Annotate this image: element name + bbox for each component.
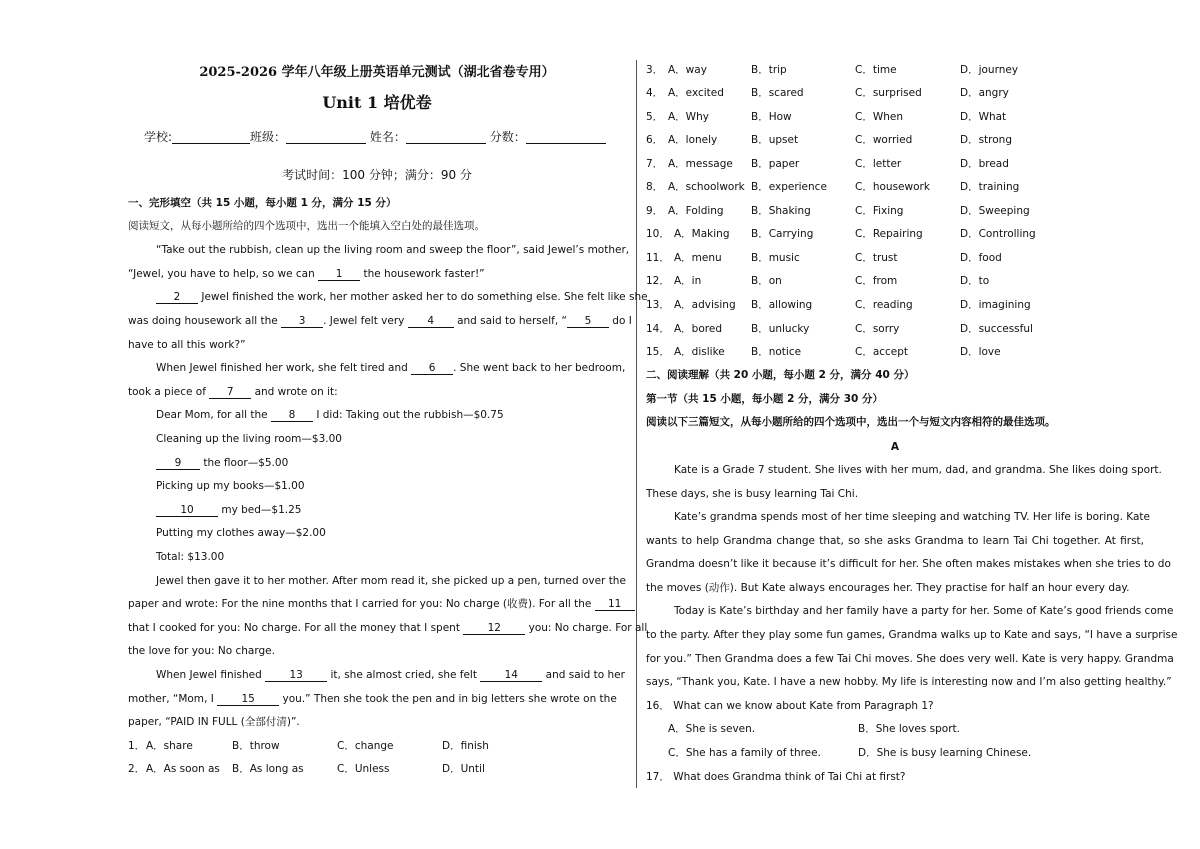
- class-label: 班级：: [250, 130, 287, 144]
- reading-line: Today is Kate’s birthday and her family have a party for her. Some of Kate’s good friends come: [674, 605, 1174, 617]
- option-c[interactable]: C．worried: [855, 134, 913, 146]
- unit-title: Unit 1 培优卷: [322, 93, 432, 112]
- bill-line: Dear Mom, for all the 8 I did: Taking out the rubbish—$0.75: [156, 409, 504, 421]
- cloze-option-row: 12． A．in B．on C．from D．to: [646, 275, 990, 287]
- option-a[interactable]: A．dislike: [674, 346, 725, 358]
- exam-info: 考试时间：100 分钟；满分：90 分: [282, 168, 472, 182]
- blank-7[interactable]: 7: [209, 386, 251, 399]
- q16-option-b[interactable]: B．She loves sport.: [858, 723, 960, 735]
- option-a[interactable]: A．way: [668, 64, 707, 76]
- cloze-option-row: 13． A．advising B．allowing C．reading D．imagining: [646, 299, 1031, 311]
- option-a[interactable]: A．in: [674, 275, 702, 287]
- cloze-option-row: 2． A．As soon as B．As long as C．Unless D．Until: [128, 763, 485, 775]
- option-a[interactable]: A．As soon as: [146, 763, 220, 775]
- option-b[interactable]: B．upset: [751, 134, 799, 146]
- option-c[interactable]: C．reading: [855, 299, 913, 311]
- q16-option-d[interactable]: D．She is busy learning Chinese.: [858, 747, 1032, 759]
- option-a[interactable]: A．message: [668, 158, 733, 170]
- option-d[interactable]: D．successful: [960, 323, 1033, 335]
- cloze-option-row: 1． A．share B．throw C．change D．finish: [128, 740, 489, 752]
- reading-line: Grandma doesn’t like it because it’s difficult for her. She often makes mistakes when she tries to do: [646, 558, 1171, 570]
- passage-line: the love for you: No charge.: [128, 645, 275, 657]
- name-field[interactable]: [406, 131, 486, 144]
- blank-15[interactable]: 15: [217, 693, 279, 706]
- passage-line: 2 Jewel finished the work, her mother asked her to do something else. She felt like she: [156, 290, 648, 304]
- cloze-option-row: 10． A．Making B．Carrying C．Repairing D．Controlling: [646, 228, 1036, 240]
- option-b[interactable]: B．Carrying: [751, 228, 814, 240]
- passage-line: mother, “Mom, I 15 you.” Then she took the pen and in big letters she wrote on the: [128, 693, 617, 705]
- option-c[interactable]: C．letter: [855, 158, 902, 170]
- q16-option-a[interactable]: A．She is seven.: [668, 723, 756, 735]
- school-label: 学校:: [144, 130, 173, 144]
- blank-14[interactable]: 14: [480, 669, 542, 682]
- option-b[interactable]: B．notice: [751, 346, 802, 358]
- reading-line: Kate is a Grade 7 student. She lives with her mum, dad, and grandma. She likes doing sport.: [674, 464, 1162, 476]
- passage-label: A: [890, 441, 900, 453]
- option-b[interactable]: B．experience: [751, 181, 827, 193]
- option-c[interactable]: C．trust: [855, 252, 898, 264]
- bill-line: Total: $13.00: [156, 551, 225, 563]
- passage-line: When Jewel finished 13 it, she almost cried, she felt 14 and said to her: [156, 669, 625, 681]
- blank-6[interactable]: 6: [411, 362, 453, 375]
- option-b[interactable]: B．scared: [751, 87, 804, 99]
- option-c[interactable]: C．When: [855, 111, 903, 123]
- bill-line: Putting my clothes away—$2.00: [156, 527, 326, 539]
- bill-line: Picking up my books—$1.00: [156, 480, 305, 492]
- option-d[interactable]: D．finish: [442, 740, 489, 752]
- option-c[interactable]: C．Unless: [337, 763, 390, 775]
- option-b[interactable]: B．unlucky: [751, 323, 810, 335]
- blank-11[interactable]: 11: [595, 598, 635, 611]
- section2-instruction: 阅读以下三篇短文，从每小题所给的四个选项中，选出一个与短文内容相符的最佳选项。: [646, 416, 1056, 428]
- option-d[interactable]: D．training: [960, 181, 1020, 193]
- score-label: 分数：: [489, 130, 526, 144]
- option-d[interactable]: D．to: [960, 275, 990, 287]
- option-c[interactable]: C．Repairing: [855, 228, 923, 240]
- section2-subheading: 第一节（共 15 小题，每小题 2 分，满分 30 分）: [646, 393, 883, 405]
- option-d[interactable]: D．imagining: [960, 299, 1031, 311]
- passage-line: have to all this work?”: [128, 339, 246, 351]
- passage-line: “Take out the rubbish, clean up the living room and sweep the floor”, said Jewel’s mother,: [156, 244, 630, 256]
- passage-line: Jewel then gave it to her mother. After mom read it, she picked up a pen, turned over the: [156, 575, 626, 587]
- cloze-option-row: 6． A．lonely B．upset C．worried D．strong: [646, 134, 1013, 146]
- option-a[interactable]: A．share: [146, 740, 193, 752]
- reading-line: says, “Thank you, Kate. I have a new hobby. My life is interesting now and I’m also getting healthy.”: [646, 676, 1172, 688]
- blank-9[interactable]: 9: [156, 457, 200, 470]
- blank-10[interactable]: 10: [156, 504, 218, 517]
- column-divider: [636, 60, 637, 788]
- option-d[interactable]: D．bread: [960, 158, 1009, 170]
- bill-line: 9 the floor—$5.00: [156, 456, 288, 470]
- passage-line: When Jewel finished her work, she felt tired and 6 . She went back to her bedroom,: [156, 362, 626, 374]
- student-info-fields: [144, 130, 606, 144]
- option-d[interactable]: D．What: [960, 111, 1007, 123]
- blank-4[interactable]: 4: [408, 315, 454, 328]
- passage-line: “Jewel, you have to help, so we can 1 the housework faster!”: [128, 268, 485, 280]
- option-b[interactable]: B．trip: [751, 64, 787, 76]
- option-c[interactable]: C．change: [337, 740, 394, 752]
- option-d[interactable]: D．love: [960, 346, 1001, 358]
- option-c[interactable]: C．from: [855, 275, 898, 287]
- passage-line: paper and wrote: For the nine months that I carried for you: No charge (收费). For all the 11: [128, 597, 635, 611]
- blank-8[interactable]: 8: [271, 409, 313, 422]
- option-d[interactable]: D．Controlling: [960, 228, 1036, 240]
- option-c[interactable]: C．sorry: [855, 323, 900, 335]
- cloze-option-row: 14． A．bored B．unlucky C．sorry D．successful: [646, 323, 1033, 335]
- blank-13[interactable]: 13: [265, 669, 327, 682]
- passage-line: took a piece of 7 and wrote on it:: [128, 386, 338, 398]
- blank-3[interactable]: 3: [281, 315, 323, 328]
- cloze-option-row: 15． A．dislike B．notice C．accept D．love: [646, 346, 1001, 358]
- option-d[interactable]: D．Sweeping: [960, 205, 1030, 217]
- option-a[interactable]: A．Making: [674, 228, 730, 240]
- cloze-option-row: 11． A．menu B．music C．trust D．food: [646, 252, 1002, 264]
- option-c[interactable]: C．accept: [855, 346, 909, 358]
- reading-line: for you.” Then Grandma does a few Tai Chi moves. She does very well. Kate is very happy. Grandma: [646, 653, 1174, 665]
- exam-title: 2025-2026 学年八年级上册英语单元测试（湖北省卷专用）: [199, 65, 555, 80]
- passage-line: that I cooked for you: No charge. For all the money that I spent 12 you: No charge. For all: [128, 622, 648, 634]
- option-b[interactable]: B．on: [751, 275, 782, 287]
- school-field[interactable]: [172, 131, 250, 144]
- class-field[interactable]: [286, 131, 366, 144]
- option-d[interactable]: D．food: [960, 252, 1002, 264]
- reading-line: the moves (动作). But Kate always encourages her. They practise for half an hour every day.: [646, 582, 1130, 594]
- name-label: 姓名：: [369, 130, 406, 144]
- option-a[interactable]: A．bored: [674, 323, 722, 335]
- section1-instruction: 阅读短文，从每小题所给的四个选项中，选出一个能填入空白处的最佳选项。: [128, 220, 485, 232]
- option-a[interactable]: A．lonely: [668, 134, 718, 146]
- option-c[interactable]: C．Fixing: [855, 205, 904, 217]
- cloze-option-row: 7． A．message B．paper C．letter D．bread: [646, 158, 1009, 170]
- section1-heading: 一、完形填空（共 15 小题，每小题 1 分，满分 15 分）: [128, 197, 397, 209]
- option-b[interactable]: B．Shaking: [751, 205, 811, 217]
- option-b[interactable]: B．As long as: [232, 763, 304, 775]
- option-b[interactable]: B．throw: [232, 740, 280, 752]
- score-field[interactable]: [526, 131, 606, 144]
- cloze-option-row: 8． A．schoolwork B．experience C．housework D．training: [646, 181, 1020, 193]
- reading-line: Kate’s grandma spends most of her time sleeping and watching TV. Her life is boring. Kate: [674, 511, 1150, 523]
- blank-12[interactable]: 12: [463, 622, 525, 635]
- option-c[interactable]: C．time: [855, 64, 897, 76]
- reading-line: These days, she is busy learning Tai Chi.: [646, 488, 859, 500]
- blank-2[interactable]: 2: [156, 291, 198, 304]
- cloze-option-row: 5． A．Why B．How C．When D．What: [646, 111, 1007, 123]
- option-d[interactable]: D．strong: [960, 134, 1013, 146]
- option-b[interactable]: B．How: [751, 111, 792, 123]
- passage-line: was doing housework all the 3 . Jewel felt very 4 and said to herself, “ 5 do I: [128, 315, 632, 327]
- cloze-option-row: 4． A．excited B．scared C．surprised D．angry: [646, 87, 1009, 99]
- reading-line: to the party. After they play some fun games, Grandma walks up to Kate and says, “I have a surprise: [646, 629, 1178, 641]
- option-c[interactable]: C．housework: [855, 181, 930, 193]
- passage-line: paper, “PAID IN FULL (全部付清)”.: [128, 716, 300, 728]
- option-b[interactable]: B．allowing: [751, 299, 813, 311]
- option-a[interactable]: A．Why: [668, 111, 709, 123]
- option-a[interactable]: A．excited: [668, 87, 724, 99]
- bill-line: 10 my bed—$1.25: [156, 503, 301, 517]
- option-b[interactable]: B．music: [751, 252, 800, 264]
- option-a[interactable]: A．advising: [674, 299, 736, 311]
- cloze-option-row: 3． A．way B．trip C．time D．journey: [646, 64, 1019, 76]
- option-d[interactable]: D．journey: [960, 64, 1019, 76]
- question-17: 17． What does Grandma think of Tai Chi at first?: [646, 771, 906, 783]
- reading-line: wants to help Grandma change that, so she asks Grandma to learn Tai Chi together. At first,: [646, 535, 1144, 547]
- bill-line: Cleaning up the living room—$3.00: [156, 433, 342, 445]
- option-a[interactable]: A．menu: [674, 252, 722, 264]
- option-a[interactable]: A．schoolwork: [668, 181, 745, 193]
- option-a[interactable]: A．Folding: [668, 205, 724, 217]
- question-16: 16． What can we know about Kate from Paragraph 1?: [646, 700, 934, 712]
- cloze-option-row: 9． A．Folding B．Shaking C．Fixing D．Sweeping: [646, 205, 1030, 217]
- option-d[interactable]: D．angry: [960, 87, 1009, 99]
- option-b[interactable]: B．paper: [751, 158, 800, 170]
- blank-5[interactable]: 5: [567, 315, 609, 328]
- section2-heading: 二、阅读理解（共 20 小题，每小题 2 分，满分 40 分）: [646, 369, 915, 381]
- blank-1[interactable]: 1: [318, 268, 360, 281]
- option-c[interactable]: C．surprised: [855, 87, 922, 99]
- option-d[interactable]: D．Until: [442, 763, 485, 775]
- q16-option-c[interactable]: C．She has a family of three.: [668, 747, 821, 759]
